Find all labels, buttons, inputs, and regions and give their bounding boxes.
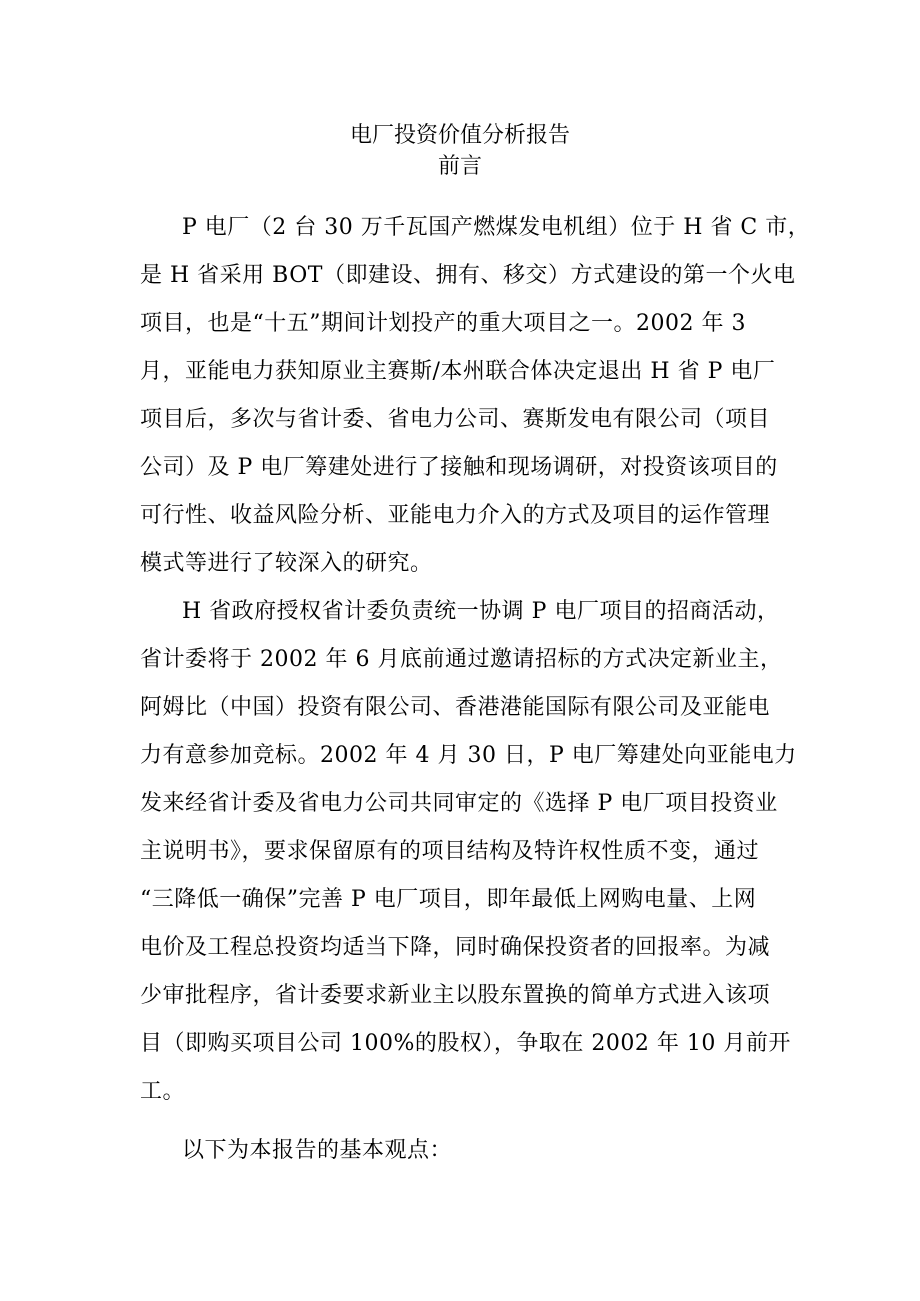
- paragraph-line: 发来经省计委及省电力公司共同审定的《选择 P 电厂项目投资业: [140, 791, 778, 816]
- paragraph-line: 目（即购买项目公司 100%的股权），争取在 2002 年 10 月前开: [140, 1031, 791, 1056]
- paragraph-line: 月，亚能电力获知原业主赛斯/本州联合体决定退出 H 省 P 电厂: [140, 359, 776, 384]
- paragraph-line: 力有意参加竞标。2002 年 4 月 30 日，P 电厂筹建处向亚能电力: [140, 743, 797, 768]
- paragraph-line: 省计委将于 2002 年 6 月底前通过邀请招标的方式决定新业主，: [140, 647, 783, 672]
- paragraph-line: 工。: [140, 1079, 186, 1104]
- document-subtitle: 前言: [437, 154, 482, 179]
- paragraph-line: 主说明书》，要求保留原有的项目结构及特许权性质不变，通过: [140, 839, 760, 864]
- paragraph-line: 公司）及 P 电厂筹建处进行了接触和现场调研，对投资该项目的: [140, 455, 778, 480]
- paragraph-line: P 电厂（2 台 30 万千瓦国产燃煤发电机组）位于 H 省 C 市，: [182, 215, 811, 240]
- paragraph-line: “三降低一确保”完善 P 电厂项目，即年最低上网购电量、上网: [140, 887, 757, 912]
- paragraph-line: 以下为本报告的基本观点：: [182, 1138, 453, 1163]
- paragraph-line: 是 H 省采用 BOT（即建设、拥有、移交）方式建设的第一个火电: [140, 263, 796, 288]
- paragraph-line: 电价及工程总投资均适当下降，同时确保投资者的回报率。为减: [140, 935, 771, 960]
- paragraph-line: 阿姆比（中国）投资有限公司、香港港能国际有限公司及亚能电: [140, 695, 771, 720]
- paragraph-line: 模式等进行了较深入的研究。: [140, 551, 433, 576]
- paragraph-line: 少审批程序，省计委要求新业主以股东置换的简单方式进入该项: [140, 983, 771, 1008]
- paragraph-line: 项目后，多次与省计委、省电力公司、赛斯发电有限公司（项目: [140, 407, 771, 432]
- paragraph-line: 可行性、收益风险分析、亚能电力介入的方式及项目的运作管理: [140, 503, 771, 528]
- paragraph-line: 项目，也是“十五”期间计划投产的重大项目之一。2002 年 3: [140, 311, 746, 336]
- document-title: 电厂投资价值分析报告: [349, 123, 570, 148]
- paragraph-line: H 省政府授权省计委负责统一协调 P 电厂项目的招商活动，: [182, 599, 780, 624]
